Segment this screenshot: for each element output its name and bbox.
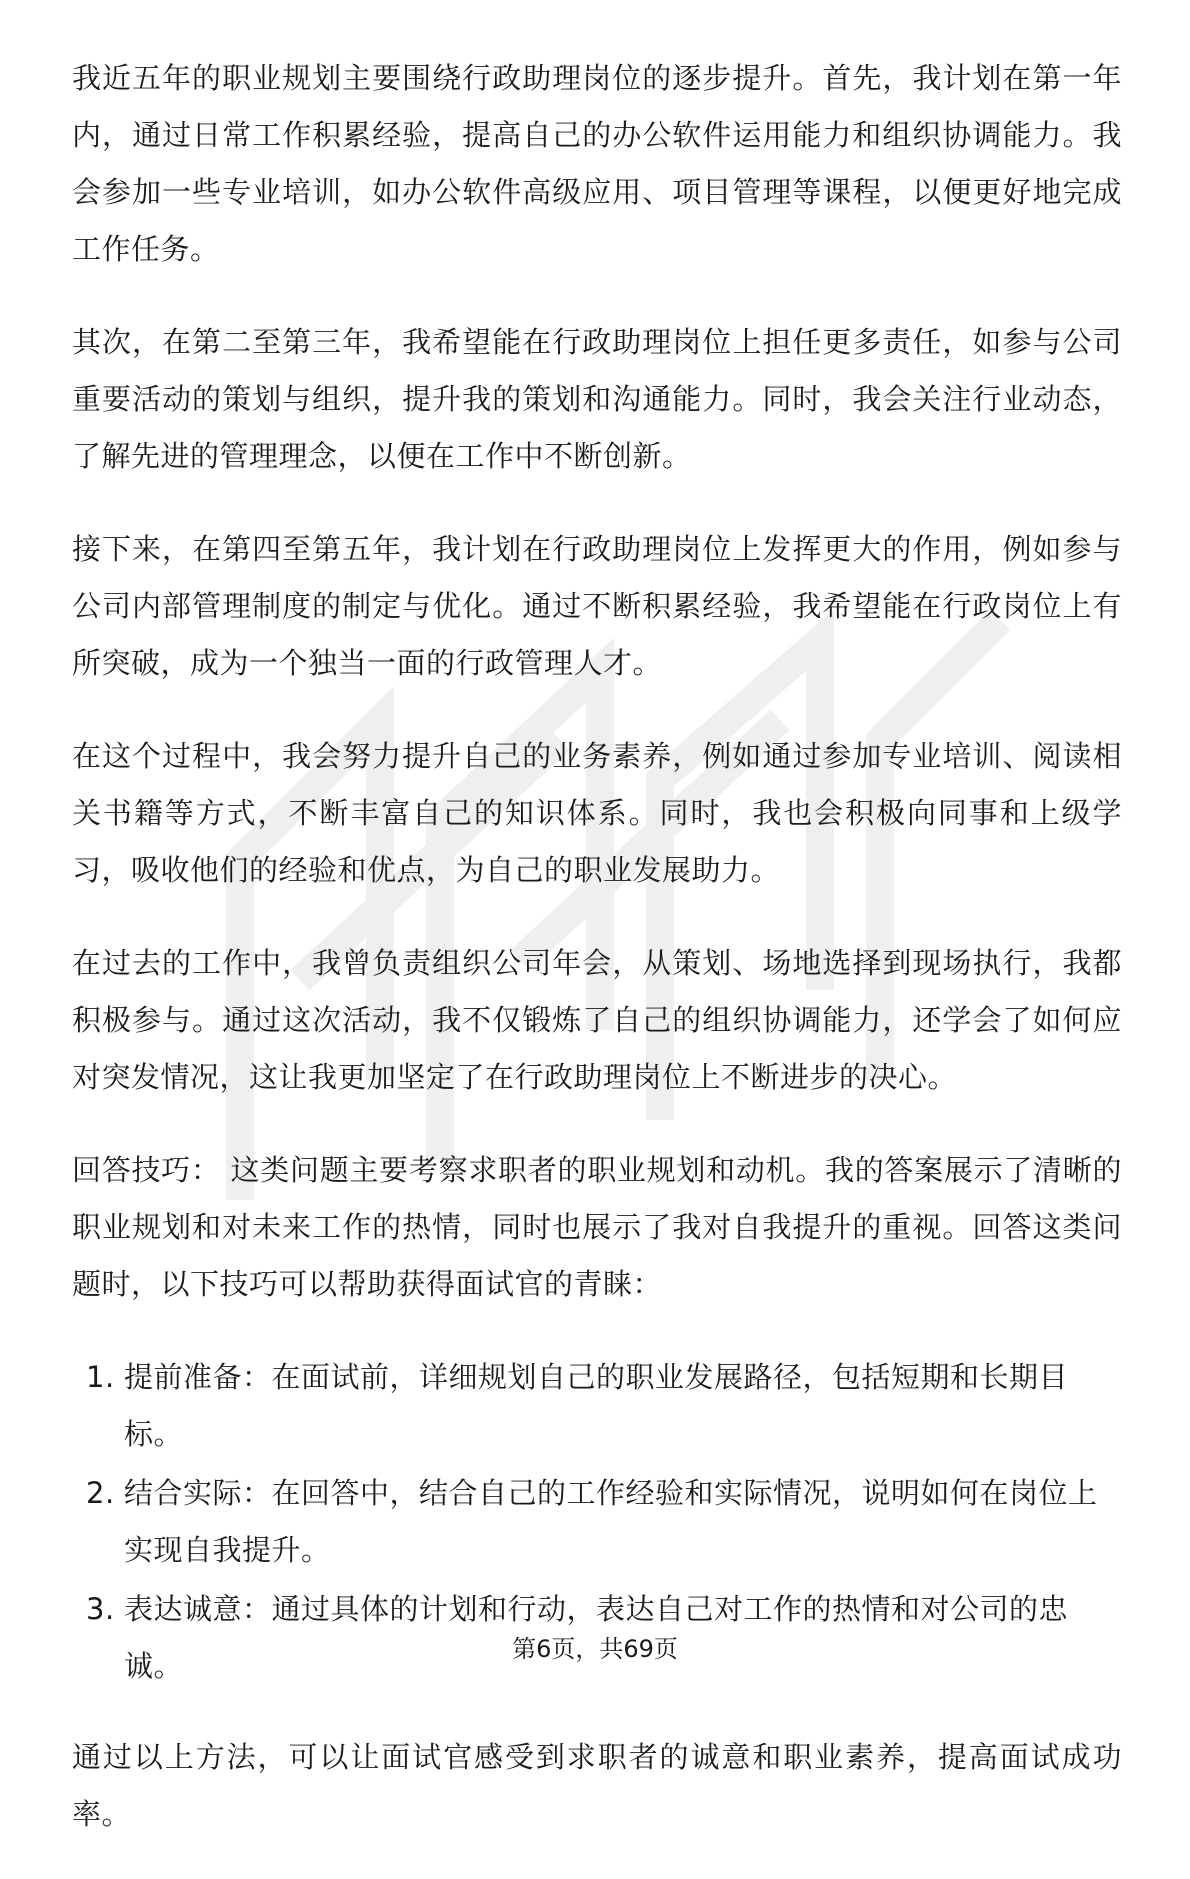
paragraph-answer-tips: 回答技巧： 这类问题主要考察求职者的职业规划和动机。我的答案展示了清晰的职业规划和对未来工作的热情，同时也展示了我对自我提升的重视。回答这类问题时，以下技巧可以帮助获得面试官的青睐： (72, 1153, 1122, 1301)
list-item (72, 1465, 1122, 1579)
list-item (72, 1349, 1122, 1463)
paragraph-closing: 通过以上方法，可以让面试官感受到求职者的诚意和职业素养，提高面试成功率。 (72, 1740, 1122, 1831)
list-item-text: 表达诚意：通过具体的计划和行动，表达自己对工作的热情和对公司的忠诚。 (124, 1592, 1069, 1683)
list-item-number: 2. (86, 1476, 115, 1510)
paragraph-years-two-three: 其次，在第二至第三年，我希望能在行政助理岗位上担任更多责任，如参与公司重要活动的策划与组织，提升我的策划和沟通能力。同时，我会关注行业动态，了解先进的管理理念，以便在工作中不断创新。 (72, 325, 1122, 473)
document-body (72, 50, 1122, 1879)
page-number-footer: 第6页，共69页 (512, 1635, 678, 1663)
list-item-number: 3. (86, 1592, 115, 1626)
paragraph-past-experience: 在过去的工作中，我曾负责组织公司年会，从策划、场地选择到现场执行，我都积极参与。通过这次活动，我不仅锻炼了自己的组织协调能力，还学会了如何应对突发情况，这让我更加坚定了在行政助理岗位上不断进步的决心。 (72, 946, 1122, 1094)
list-item-number: 1. (86, 1360, 115, 1394)
list-item-text: 提前准备：在面试前，详细规划自己的职业发展路径，包括短期和长期目标。 (124, 1360, 1069, 1451)
paragraph-years-four-five: 接下来，在第四至第五年，我计划在行政助理岗位上发挥更大的作用，例如参与公司内部管理制度的制定与优化。通过不断积累经验，我希望能在行政岗位上有所突破，成为一个独当一面的行政管理人才。 (72, 532, 1122, 680)
paragraph-five-year-plan: 我近五年的职业规划主要围绕行政助理岗位的逐步提升。首先，我计划在第一年内，通过日常工作积累经验，提高自己的办公软件运用能力和组织协调能力。我会参加一些专业培训，如办公软件高级应用、项目管理等课程，以便更好地完成工作任务。 (72, 61, 1122, 266)
list-item-text: 结合实际：在回答中，结合自己的工作经验和实际情况，说明如何在岗位上实现自我提升。 (124, 1476, 1098, 1567)
paragraph-self-improvement: 在这个过程中，我会努力提升自己的业务素养，例如通过参加专业培训、阅读相关书籍等方式，不断丰富自己的知识体系。同时，我也会积极向同事和上级学习，吸收他们的经验和优点，为自己的职业发展助力。 (72, 739, 1122, 887)
